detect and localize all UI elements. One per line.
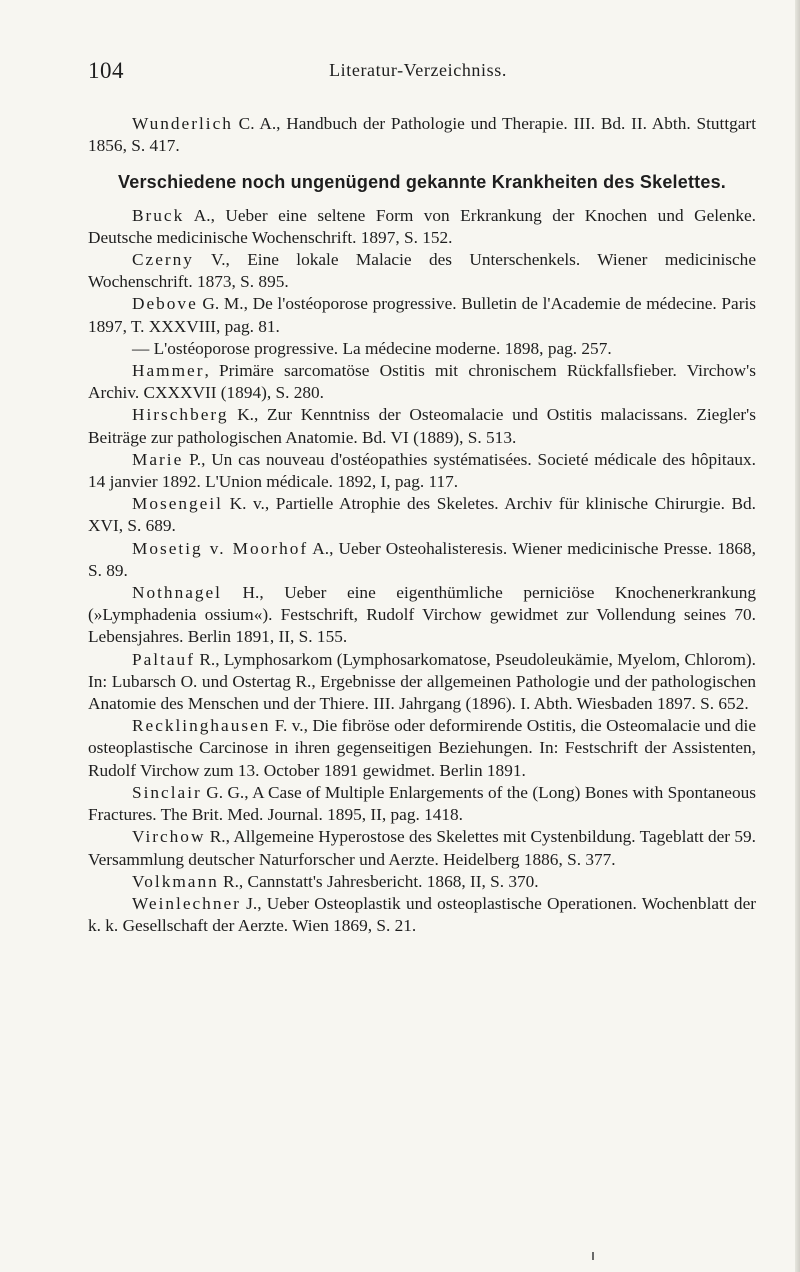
entry-author: Sinclair <box>132 782 202 802</box>
entry-author: Mosengeil <box>132 494 223 514</box>
bibliography-entry <box>88 782 756 826</box>
bibliography-entry <box>88 893 756 937</box>
entry-text: — L'ostéoporose progressive. La médecine moderne. 1898, pag. 257. <box>132 338 612 358</box>
entry-text: , Primäre sarcomatöse Ostitis mit chronischem Rückfallsfieber. Virchow's Archiv. CXXXVII (1894), S. 280. <box>88 361 756 403</box>
bibliography-entry <box>88 338 756 360</box>
entry-author: Marie <box>132 449 184 469</box>
bibliography-entry <box>88 715 756 782</box>
entry-text: G. M., De l'ostéoporose progressive. Bulletin de l'Academie de médecine. Paris 1897, T. XXXVIII, pag. 81. <box>88 294 756 336</box>
entry-author: Volkmann <box>132 871 219 891</box>
bibliography-entry <box>88 249 756 293</box>
entry-author: Nothnagel <box>132 583 222 603</box>
entry-text: K. v., Partielle Atrophie des Skeletes. Archiv für klinische Chirurgie. Bd. XVI, S. 689. <box>88 494 756 536</box>
entry-author: Hirschberg <box>132 405 229 425</box>
entry-author: Mosetig v. Moorhof <box>132 538 309 558</box>
entry-text: A., Ueber Osteohalisteresis. Wiener medicinische Presse. 1868, S. 89. <box>88 538 756 580</box>
bibliography-entry <box>88 360 756 404</box>
entry-text: P., Un cas nouveau d'ostéopathies systématisées. Societé médicale des hôpitaux. 14 janvier 1892. L'Union médicale. 1892, I, pag. 117. <box>88 449 756 492</box>
entry-author: Paltauf <box>132 649 195 669</box>
entry-text: F. v., Die fibröse oder deformirende Ostitis, die Osteomalacie und die osteoplastische Carcinose in ihren gegenseitigen Beziehungen. In: Festschrift der Assistenten, Rudolf Virchow zum 13. October 1891 gewidmet. Berlin 1891. <box>88 716 756 780</box>
entry-text: A., Ueber eine seltene Form von Erkrankung der Knochen und Gelenke. Deutsche medicinische Wochenschrift. 1897, S. 152. <box>88 205 756 247</box>
bibliography-entry <box>88 113 756 157</box>
page-edge-shadow <box>795 0 800 1272</box>
entry-text: R., Allgemeine Hyperostose des Skelettes mit Cystenbildung. Tageblatt der 59. Versammlung deutscher Naturforscher und Aerzte. Heidelberg 1886, S. 377. <box>88 827 756 869</box>
bibliography-entry <box>88 582 756 649</box>
bibliography-entry <box>88 649 756 716</box>
entry-author: Weinlechner <box>132 893 241 913</box>
bibliography-entry <box>88 449 756 493</box>
entry-author: Recklinghausen <box>132 716 271 736</box>
bibliography-entry <box>88 871 756 893</box>
entry-text: H., Ueber eine eigenthümliche perniciöse Knochenerkrankung (»Lymphadenia ossium«). Festschrift, Rudolf Virchow gewidmet zur Vollendung seines 70. Lebensjahres. Berlin 1891, II, S. 155. <box>88 583 756 647</box>
entry-author: Wunderlich <box>132 114 233 133</box>
entry-author: Virchow <box>132 827 206 847</box>
entry-text: G. G., A Case of Multiple Enlargements of the (Long) Bones with Spontaneous Fractures. The Brit. Med. Journal. 1895, II, pag. 1418. <box>88 782 756 825</box>
bibliography-entry <box>88 493 756 537</box>
entry-text: V., Eine lokale Malacie des Unterschenkels. Wiener medicinische Wochenschrift. 1873, S. 895. <box>88 250 756 292</box>
bibliography-entry <box>88 826 756 870</box>
entry-author: Debove <box>132 294 198 314</box>
bibliography-entry <box>88 293 756 337</box>
bibliography-body <box>88 113 756 937</box>
section-heading: Verschiedene noch ungenügend gekannte Krankheiten des Skelettes. <box>118 172 726 193</box>
bibliography-entry <box>88 538 756 582</box>
bibliography-entry <box>88 205 756 249</box>
entry-text: R., Cannstatt's Jahresbericht. 1868, II, S. 370. <box>218 871 539 891</box>
running-title: Literatur-Verzeichniss. <box>329 60 507 80</box>
bibliography-list <box>88 205 756 938</box>
entry-author: Czerny <box>132 250 194 270</box>
entry-text: C. A., Handbuch der Pathologie und Therapie. III. Bd. II. Abth. Stuttgart 1856, S. 417. <box>88 114 756 156</box>
scan-speck <box>592 1252 594 1260</box>
page-header <box>88 58 748 88</box>
entry-author: Bruck <box>132 205 185 225</box>
bibliography-entry <box>88 404 756 448</box>
entry-text: R., Lymphosarkom (Lymphosarkomatose, Pseudoleukämie, Myelom, Chlorom). In: Lubarsch O. und Ostertag R., Ergebnisse der allgemeinen Pathologie und der pathologischen Anatomie des Menschen und der Thiere. III. Jahrgang (1896). I. Abth. Wiesbaden 1897. S. 652. <box>88 649 756 714</box>
page-number: 104 <box>88 58 124 83</box>
entry-text: K., Zur Kenntniss der Osteomalacie und Ostitis malacissans. Ziegler's Beiträge zur pathologischen Anatomie. Bd. VI (1889), S. 513. <box>88 405 756 447</box>
entry-author: Hammer <box>132 361 205 381</box>
entry-text: J., Ueber Osteoplastik und osteoplastische Operationen. Wochenblatt der k. k. Gesellschaft der Aerzte. Wien 1869, S. 21. <box>88 893 756 936</box>
